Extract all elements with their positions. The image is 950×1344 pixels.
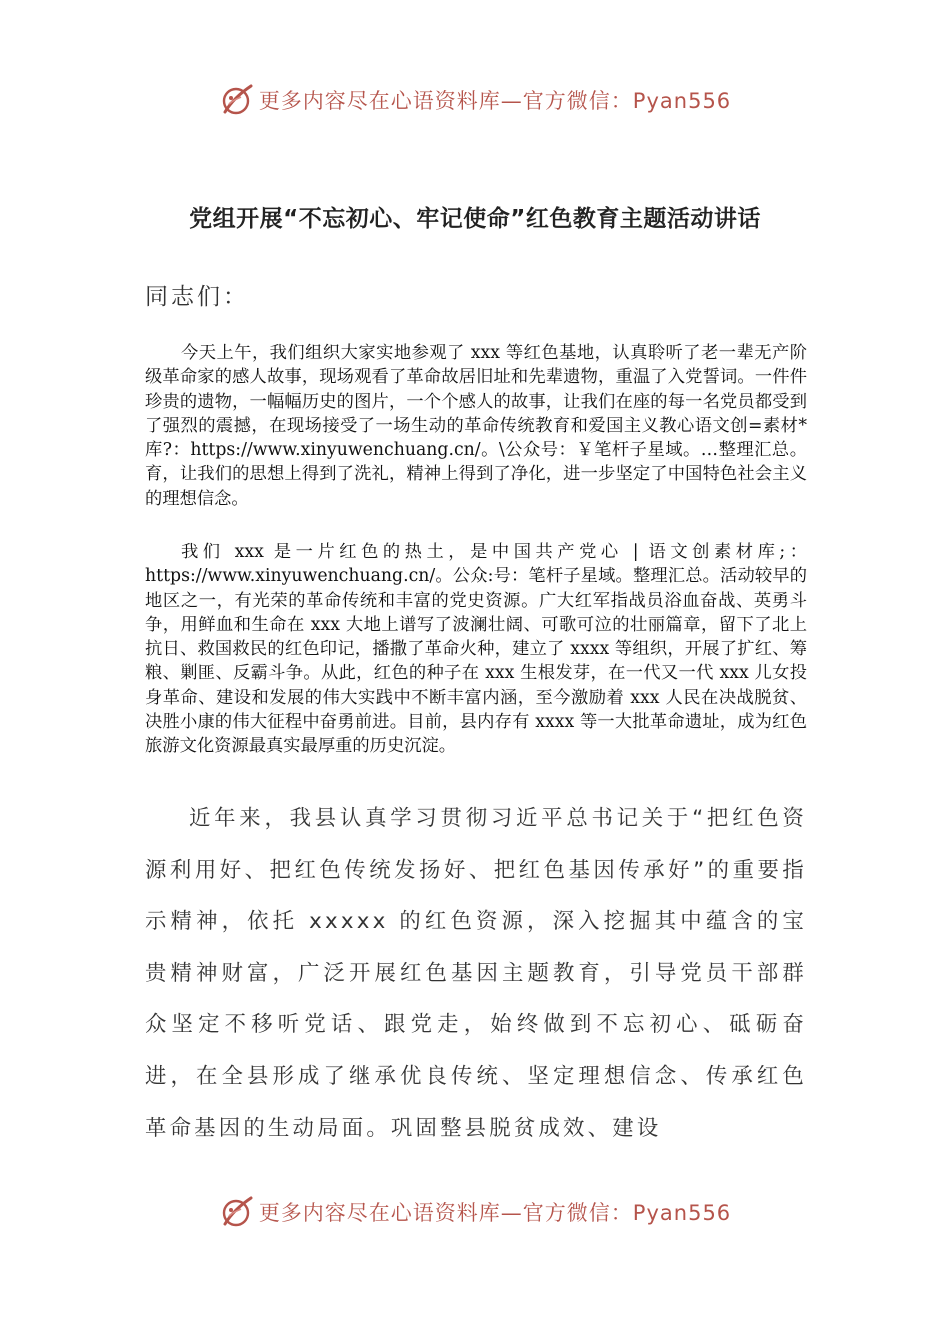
banner-text: 更多内容尽在心语资料库—官方微信：Pyan556 — [258, 89, 732, 113]
banner-text: 更多内容尽在心语资料库—官方微信：Pyan556 — [258, 1201, 732, 1225]
brush-logo-icon — [219, 1194, 255, 1230]
paragraph-3: 近年来，我县认真学习贯彻习近平总书记关于“把红色资源利用好、把红色传统发扬好、把红色基因传承好”的重要指示精神，依托 xxxxx 的红色资源，深入挖掘其中蕴含的宝贵精神财富，广泛开展红色基因主题教育，引导党员干部群众坚定不移听党话、跟党走，始终做到不忘初心、砥砺奋进，在全县形成了继承优良传统、坚定理想信念、传承红色革命基因的生动局面。巩固整县脱贫成效、建设 — [145, 806, 807, 1141]
paragraph-2: 我们 xxx 是一片红色的热土，是中国共产党心 | 语文创素材库;：https://www.xinyuwenchuang.cn/。公众:号：笔杆子星域。整理汇总。活动较早的地区之一，有光荣的革命传统和丰富的党史资源。广大红军指战员浴血奋战、英勇斗争，用鲜血和生命在 xxx 大地上谱写了波澜壮阔、可歌可泣的壮丽篇章，留下了北上抗日、救国救民的红色印记，播撒了革命火种，建立了 xxxx 等组织，开展了扩红、筹粮、剿匪、反霸斗争。从此，红色的种子在 xxx 生根发芽，在一代又一代 xxx 儿女投身革命、建设和发展的伟大实践中不断丰富内涵，至今激励着 xxx 人民在决战脱贫、决胜小康的伟大征程中奋勇前进。目前，县内存有 xxxx 等一大批革命遗址，成为红色旅游文化资源最真实最厚重的历史沉淀。 — [145, 542, 807, 757]
greeting: 同志们： — [145, 284, 249, 310]
footer-banner — [0, 1192, 950, 1232]
page-title: 党组开展“不忘初心、牢记使命”红色教育主题活动讲话 — [189, 206, 761, 232]
header-banner — [0, 80, 950, 120]
brush-logo-icon — [219, 82, 255, 118]
paragraph-1: 今天上午，我们组织大家实地参观了 xxx 等红色基地，认真聆听了老一辈无产阶级革命家的感人故事，现场观看了革命故居旧址和先辈遗物，重温了入党誓词。一件件珍贵的遗物，一幅幅历史的图片，一个个感人的故事，让我们在座的每一名党员都受到了强烈的震撼，在现场接受了一场生动的革命传统教育和爱国主义教心语文创=素材*库?：https://www.xinyuwenchuang.cn/。\公众号：￥笔杆子星域。…整理汇总。育，让我们的思想上得到了洗礼，精神上得到了净化，进一步坚定了中国特色社会主义的理想信念。 — [145, 343, 807, 509]
